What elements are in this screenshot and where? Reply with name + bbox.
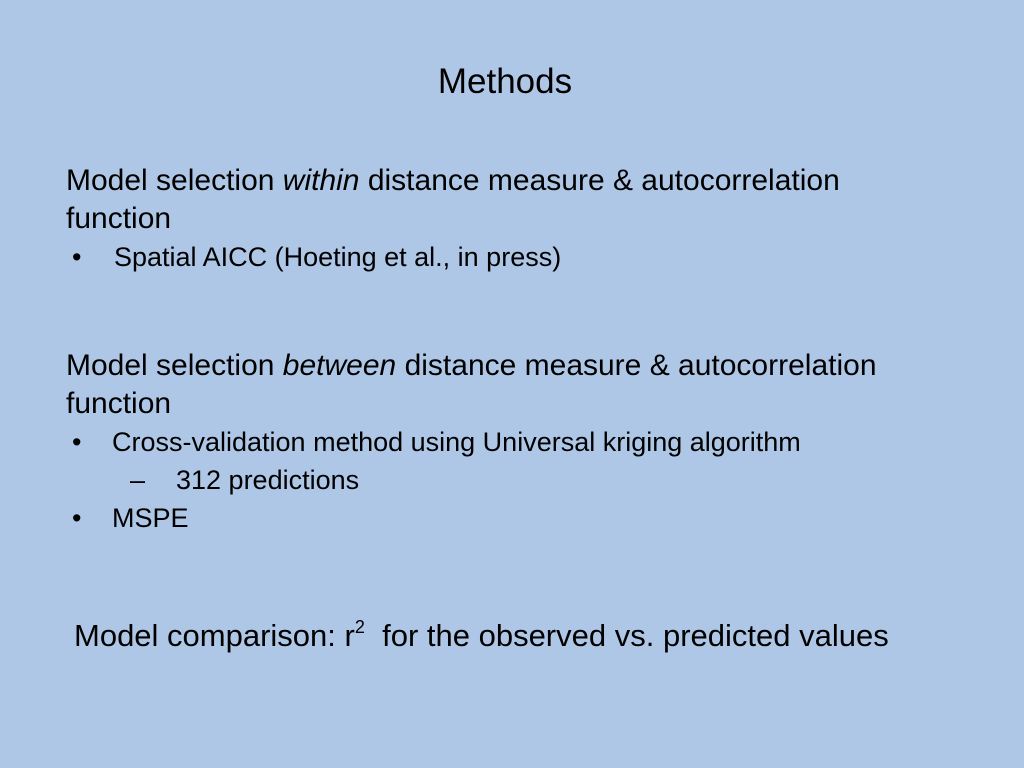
heading-emphasis: between xyxy=(282,349,397,382)
sub-bullet-item xyxy=(66,461,1006,499)
heading-suffix: distance measure & autocorrelation xyxy=(359,164,840,197)
comparison-prefix: Model comparison: r xyxy=(74,618,355,653)
heading-line2: function xyxy=(66,387,172,420)
bullet-item xyxy=(66,423,1006,461)
comparison-superscript: 2 xyxy=(354,617,365,637)
bullet-item xyxy=(66,499,1006,537)
heading-prefix: Model selection xyxy=(66,164,283,197)
dash-marker: – xyxy=(130,465,146,495)
sub-bullet-text: 312 predictions xyxy=(176,465,360,495)
slide-title: Methods xyxy=(437,62,573,101)
model-comparison xyxy=(74,616,889,656)
heading-prefix: Model selection xyxy=(66,349,283,382)
bullet-marker: • xyxy=(72,427,82,457)
bullet-text: Cross-validation method using Universal kriging algorithm xyxy=(112,427,801,457)
bullet-text: Spatial AICC (Hoeting et al., in press) xyxy=(114,242,562,272)
bullet-marker: • xyxy=(72,503,82,533)
bullet-text: MSPE xyxy=(112,503,189,533)
bullet-item xyxy=(66,238,1006,276)
section-heading xyxy=(66,347,1006,423)
heading-emphasis: within xyxy=(282,164,360,197)
section-between xyxy=(66,347,1006,537)
comparison-suffix: for the observed vs. predicted values xyxy=(364,618,889,653)
section-within xyxy=(66,162,1006,276)
section-heading xyxy=(66,162,1006,238)
heading-suffix: distance measure & autocorrelation xyxy=(396,349,877,382)
bullet-marker: • xyxy=(72,242,82,272)
heading-line2: function xyxy=(66,202,172,235)
